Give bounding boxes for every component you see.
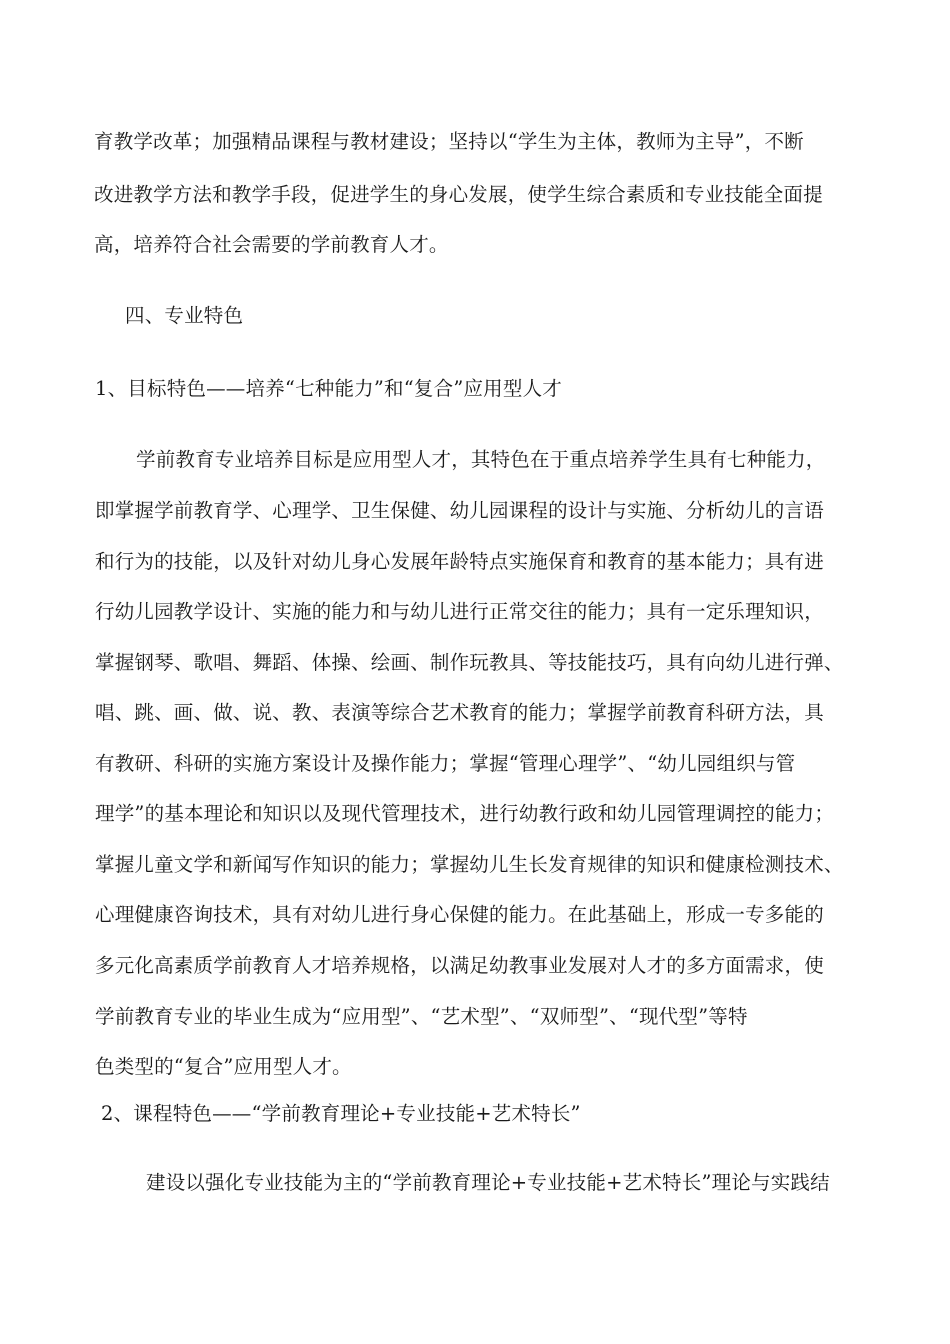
- paragraph-line: 即掌握学前教育学、心理学、卫生保健、幼儿园课程的设计与实施、分析幼儿的言语: [95, 499, 824, 522]
- paragraph-line: 高，培养符合社会需要的学前教育人才。: [94, 233, 449, 256]
- paragraph-line: 建设以强化专业技能为主的“学前教育理论+专业技能+艺术特长”理论与实践结: [146, 1171, 830, 1194]
- subsection-heading: 2、课程特色——“学前教育理论+专业技能+艺术特长”: [101, 1102, 581, 1125]
- paragraph-line: 育教学改革；加强精品课程与教材建设；坚持以“学生为主体，教师为主导”，不断: [94, 130, 804, 153]
- paragraph-line: 掌握儿童文学和新闻写作知识的能力；掌握幼儿生长发育规律的知识和健康检测技术、: [95, 853, 844, 876]
- subsection-heading: 1、目标特色——培养“七种能力”和“复合”应用型人才: [95, 377, 562, 400]
- paragraph-line: 行幼儿园教学设计、实施的能力和与幼儿进行正常交往的能力；具有一定乐理知识，: [95, 600, 824, 623]
- section-heading: 四、专业特色: [125, 304, 244, 327]
- paragraph-line: 学前教育专业培养目标是应用型人才，其特色在于重点培养学生具有七种能力，: [136, 448, 826, 471]
- paragraph-line: 理学”的基本理论和知识以及现代管理技术，进行幼教行政和幼儿园管理调控的能力；: [95, 802, 835, 825]
- paragraph-line: 掌握钢琴、歌唱、舞蹈、体操、绘画、制作玩教具、等技能技巧，具有向幼儿进行弹、: [95, 651, 844, 674]
- paragraph-line: 和行为的技能，以及针对幼儿身心发展年龄特点实施保育和教育的基本能力；具有进: [95, 550, 824, 573]
- paragraph-line: 色类型的“复合”应用型人才。: [95, 1055, 352, 1078]
- paragraph-line: 改进教学方法和教学手段，促进学生的身心发展，使学生综合素质和专业技能全面提: [94, 183, 823, 206]
- paragraph-line: 学前教育专业的毕业生成为“应用型”、“艺术型”、“双师型”、“现代型”等特: [95, 1005, 748, 1028]
- paragraph-line: 心理健康咨询技术，具有对幼儿进行身心保健的能力。在此基础上，形成一专多能的: [95, 903, 824, 926]
- paragraph-line: 多元化高素质学前教育人才培养规格，以满足幼教事业发展对人才的多方面需求，使: [95, 954, 824, 977]
- paragraph-line: 唱、跳、画、做、说、教、表演等综合艺术教育的能力；掌握学前教育科研方法，具: [95, 701, 824, 724]
- paragraph-line: 有教研、科研的实施方案设计及操作能力；掌握“管理心理学”、“幼儿园组织与管: [95, 752, 796, 775]
